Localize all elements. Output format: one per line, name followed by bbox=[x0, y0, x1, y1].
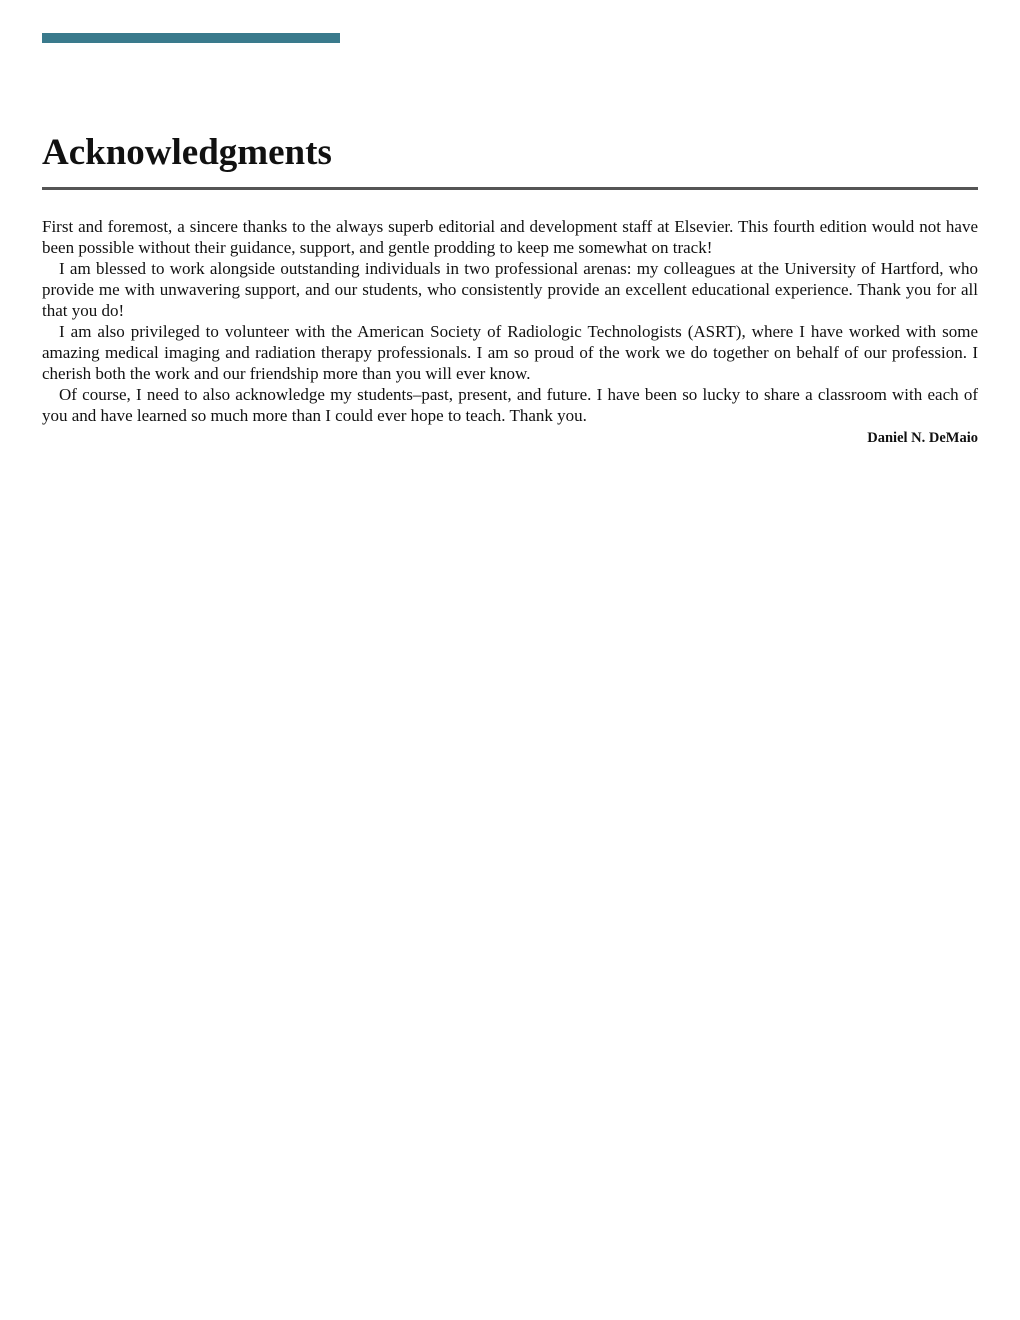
paragraph: Of course, I need to also acknowledge my students–past, present, and future. I have been so lucky to share a classroom with each of you and have learned so much more than I could ever hope to teach. Thank you. bbox=[42, 385, 978, 425]
paragraph: I am also privileged to volunteer with the American Society of Radiologic Technologists (ASRT), where I have worked with some amazing medical imaging and radiation therapy professionals. I am so proud of the work we do together on behalf of our profession. I cherish both the work and our friendship more than you will ever know. bbox=[42, 322, 978, 383]
accent-bar bbox=[42, 33, 340, 43]
acknowledgments-body bbox=[42, 216, 978, 448]
author-signature: Daniel N. DeMaio bbox=[867, 430, 978, 446]
paragraph: I am blessed to work alongside outstanding individuals in two professional arenas: my colleagues at the University of Hartford, who provide me with unwavering support, and our students, who consistently provide an excellent educational experience. Thank you for all that you do! bbox=[42, 259, 978, 320]
title-divider bbox=[42, 187, 978, 190]
page-title: Acknowledgments bbox=[42, 132, 332, 173]
paragraph: First and foremost, a sincere thanks to the always superb editorial and development staff at Elsevier. This fourth edition would not have been possible without their guidance, support, and gentle prodding to keep me somewhat on track! bbox=[42, 217, 978, 257]
